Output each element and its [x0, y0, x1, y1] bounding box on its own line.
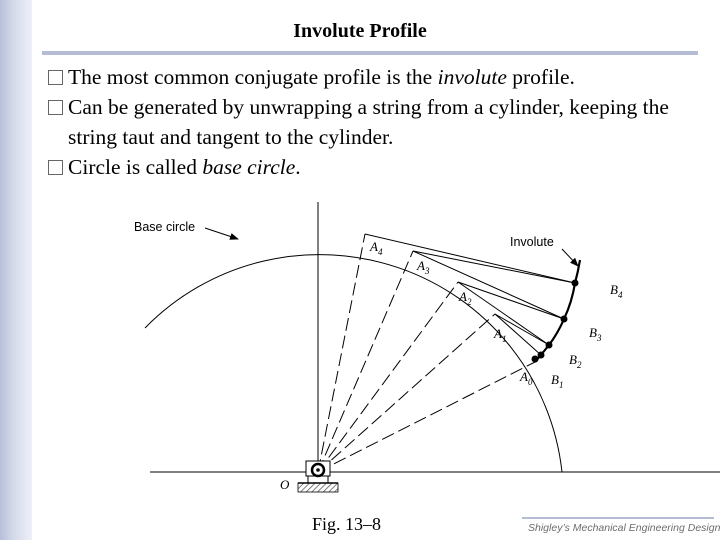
involute-label: Involute [510, 235, 554, 249]
label-a0: $A_0$ [520, 369, 533, 387]
point-b1 [538, 352, 545, 359]
label-a1: $A_1$ [494, 326, 507, 344]
footer-rule [522, 517, 714, 519]
point-b4 [572, 280, 579, 287]
origin-label: O [280, 477, 290, 492]
base-circle-label: Base circle [134, 220, 196, 234]
label-a4: $A_4$ [370, 239, 383, 257]
tangent-line-a3-b3 [413, 251, 564, 319]
bullet-text-part: profile. [506, 65, 575, 89]
tangent-line-a2-b3 [458, 282, 564, 319]
label-b1: $B_1$ [551, 372, 564, 390]
footer-credit: Shigley’s Mechanical Engineering Design [528, 522, 720, 534]
bullet-text-part: Can be generated by unwrapping a string from a cylinder, keeping the string taut and tangent to the cylinder. [68, 95, 669, 149]
label-b3: $B_3$ [589, 325, 602, 343]
bullet-text-part: . [295, 155, 301, 179]
tangent-line-a3-b4 [413, 251, 575, 283]
radial-line-a4 [318, 234, 365, 472]
bullet-text-emphasis: base circle [202, 155, 296, 179]
bullet-text-emphasis: involute [437, 65, 507, 89]
label-b2: $B_2$ [569, 352, 582, 370]
base-circle-arc [145, 255, 562, 472]
slide-title: Involute Profile [293, 20, 427, 42]
radial-line-a2 [318, 282, 458, 472]
pivot-support-icon [298, 461, 338, 492]
point-a0 [532, 356, 539, 363]
base-circle-arrow [205, 228, 238, 239]
label-a2: $A_2$ [459, 289, 472, 307]
point-b3 [561, 316, 568, 323]
radial-line-a0 [318, 362, 535, 472]
figure-caption: Fig. 13–8 [312, 514, 382, 534]
label-b4: $B_4$ [610, 282, 623, 300]
bullet-text-part: The most common conjugate profile is the [68, 65, 438, 89]
bullet-text-part: Circle is called [68, 155, 203, 179]
involute-arrow [562, 249, 578, 266]
radial-line-a3 [318, 251, 413, 472]
involute-points [532, 280, 579, 363]
point-b2 [546, 342, 553, 349]
label-a3: $A_3$ [417, 258, 430, 276]
